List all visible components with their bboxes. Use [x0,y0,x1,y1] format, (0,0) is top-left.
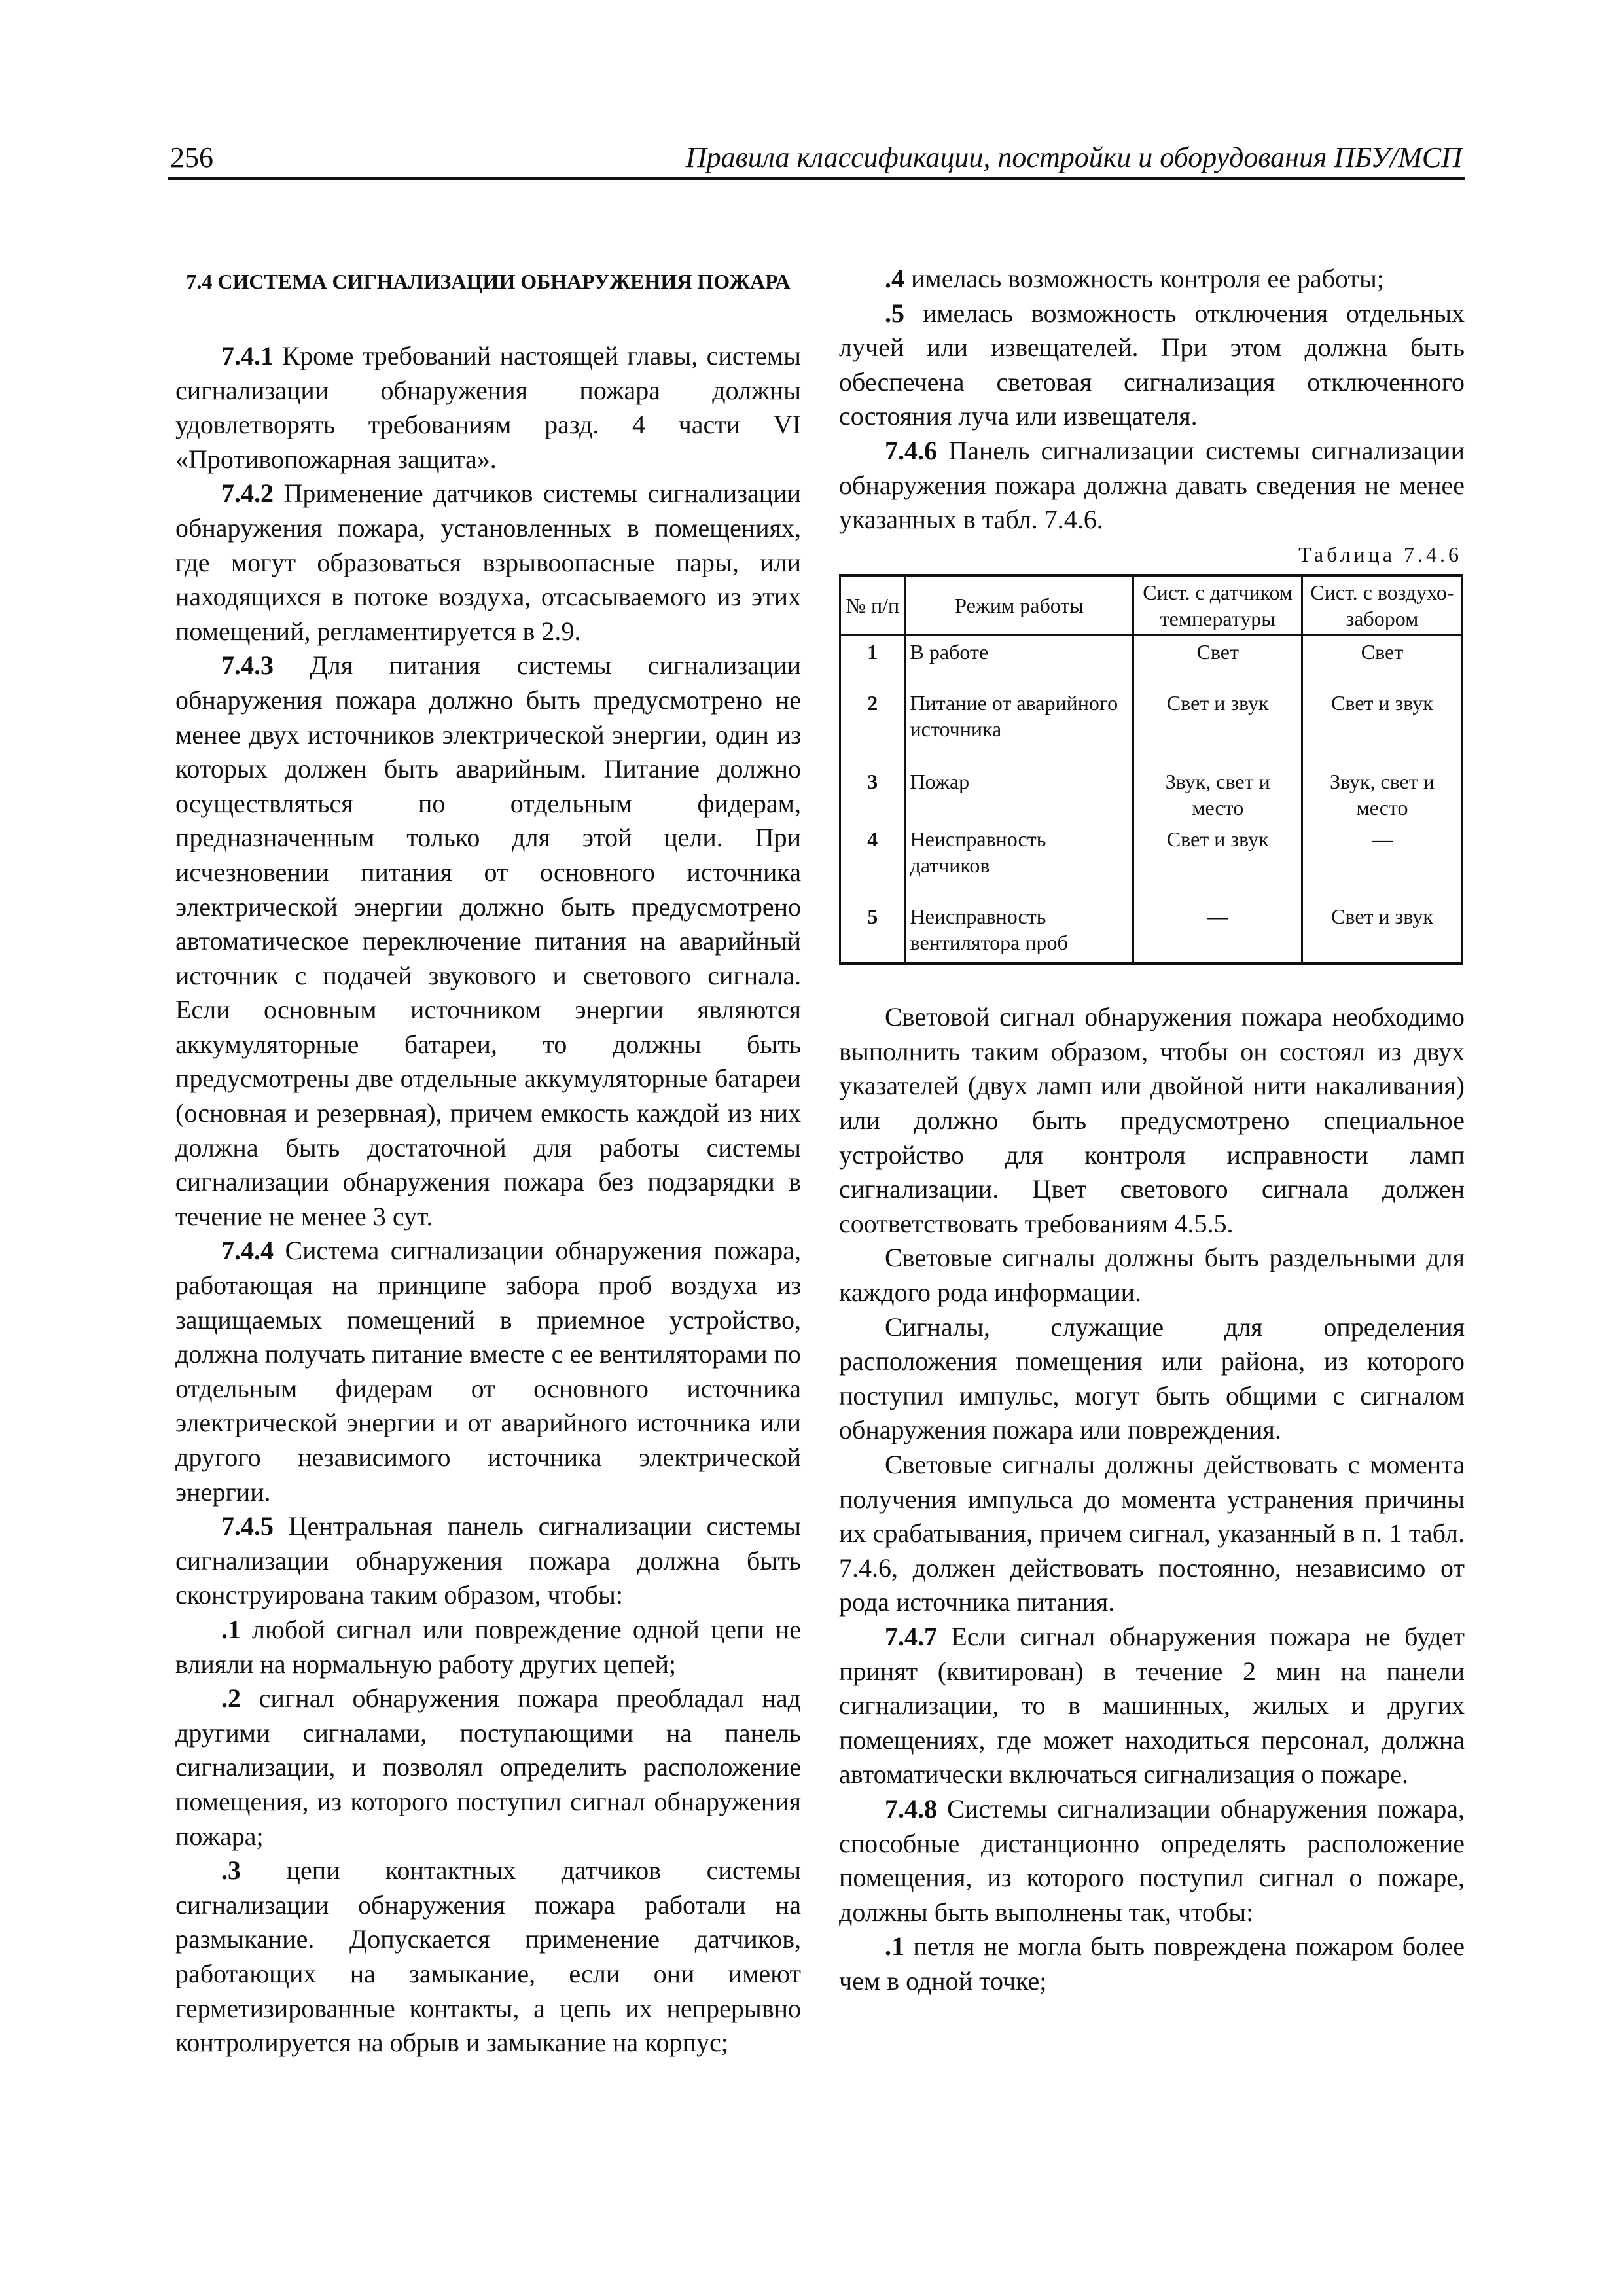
paragraph-7-4-1: 7.4.1 Кроме требований настоящей главы, системы сигнализации обнаружения пожара должны удовлетворять требованиям разд. 4 части VI «Противопожарная защита». [175,341,801,474]
table-cell: Свет и звук [1302,687,1462,766]
table-cell: 5 [840,901,906,963]
table-cell: Свет и звук [1133,687,1302,766]
paragraph-7-4-7: 7.4.7 Если сигнал обнаружения пожара не будет принят (квитирован) в течение 2 мин на панели сигнализации, то в машинных, жилых и других помещениях, где может находиться персонал, должна автоматически включаться сигнализация о пожаре. [839,1621,1465,1789]
page-header [168,143,1465,180]
table-row [840,687,1463,766]
table-header-number: № п/п [840,575,906,636]
table-cell: Неисправность датчиков [905,823,1133,901]
table-row [840,823,1463,901]
table-cell: Звук, свет и место [1302,766,1462,823]
list-item-2: .2 сигнал обнаружения пожара преобладал над другими сигналами, поступающими на панель сигнализации, и позволял определить расположение помещения, из которого поступил сигнал обнаружения пожара; [175,1683,801,1851]
table-caption: Таблица 7.4.6 [1298,542,1462,566]
list-item-1: .1 любой сигнал или повреждение одной цепи не влияли на нормальную работу других цепей; [175,1614,801,1679]
table-row [840,635,1463,687]
table-cell: В работе [905,635,1133,687]
list-item-3: .3 цепи контактных датчиков системы сигнализации обнаружения пожара работали на размыкание. Допускается применение датчиков, работающих на замыкание, если они имеют герметизированные контакты, а цепь их непрерывно контролируется на обрыв и замыкание на корпус; [175,1856,801,2058]
table-header-mode: Режим работы [905,575,1133,636]
right-column [839,262,1465,1998]
table-cell: Свет и звук [1302,901,1462,963]
table-cell: Звук, свет и место [1133,766,1302,823]
list-item-4: .4 имелась возможность контроля ее работы; [885,264,1385,293]
paragraph-7-4-8: 7.4.8 Системы сигнализации обнаружения пожара, способные дистанционно определять расположение помещения, из которого поступил сигнал о пожаре, должны быть выполнены так, чтобы: [839,1793,1465,1927]
paragraph-7-4-3: 7.4.3 Для питания системы сигнализации обнаружения пожара должно быть предусмотрено не менее двух источников электрической энергии, один из которых должен быть аварийным. Питание должно осуществляться по отдельным фидерам, предназначенным только для этой цели. При исчезновении питания от основного источника электрической энергии должно быть предусмотрено автоматическое переключение питания на аварийный источник с подачей звукового и светового сигнала. Если основным источником энергии являются аккумуляторные батареи, то должны быть предусмотрены две отдельные аккумуляторные батареи (основная и резервная), причем емкость каждой из них должна быть достаточной для работы системы сигнализации обнаружения пожара без подзарядки в течение не менее 3 сут. [175,651,801,1231]
paragraph-7-4-4: 7.4.4 Система сигнализации обнаружения пожара, работающая на принципе забора проб воздуха из защищаемых помещений в приемное устройство, должна получать питание вместе с ее вентиляторами по отдельным фидерам от основного источника электрической энергии и от аварийного источника или другого независимого источника электрической энергии. [175,1236,801,1507]
page-number: 256 [170,141,213,173]
signal-table [839,574,1463,965]
table-cell: 3 [840,766,906,823]
section-title: 7.4 СИСТЕМА СИГНАЛИЗАЦИИ ОБНАРУЖЕНИЯ ПОЖАРА [186,270,791,293]
running-title: Правила классификации, постройки и оборудования ПБУ/МСП [685,141,1462,173]
table-cell: Свет [1133,635,1302,687]
table-row [840,901,1463,963]
paragraph-light-signal: Световой сигнал обнаружения пожара необходимо выполнить таким образом, чтобы он состоял из двух указателей (двух ламп или двойной нити накаливания) или должно быть предусмотрено специальное устройство для контроля исправности ламп сигнализации. Цвет светового сигнала должен соответствовать требованиям 4.5.5. [839,1002,1465,1238]
table-cell: — [1302,823,1462,901]
table-cell: 1 [840,635,906,687]
paragraph-7-4-2: 7.4.2 Применение датчиков системы сигнализации обнаружения пожара, установленных в помещениях, где могут образоваться взрывоопасные пары, или находящихся в потоке воздуха, отсасываемого из этих помещений, регламентируется в 2.9. [175,478,801,646]
table-cell: 4 [840,823,906,901]
left-column [175,262,801,2060]
table-cell: Свет и звук [1133,823,1302,901]
paragraph-signal-duration: Световые сигналы должны действовать с момента получения импульса до момента устранения причины их срабатывания, причем сигнал, указанный в п. 1 табл. 7.4.6, должен действовать постоянно, независимо от рода источника питания. [839,1449,1465,1617]
table-cell: Питание от аварийного источника [905,687,1133,766]
table-header-air-system: Сист. с воздухо-забором [1302,575,1462,636]
table-cell: Пожар [905,766,1133,823]
paragraph-location-signals: Сигналы, служащие для определения расположения помещения или района, из которого поступил импульс, могут быть общими с сигналом обнаружения пожара или повреждения. [839,1312,1465,1445]
table-cell: 2 [840,687,906,766]
list-item-loop: .1 петля не могла быть повреждена пожаром более чем в одной точке; [839,1931,1465,1996]
table-header-temp-system: Сист. с датчиком температуры [1133,575,1302,636]
list-item-5: .5 имелась возможность отключения отдельных лучей или извещателей. При этом должна быть обеспечена световая сигнализация отключенного состояния луча или извещателя. [839,298,1465,431]
table-cell: Свет [1302,635,1462,687]
table-row [840,766,1463,823]
paragraph-separate-signals: Световые сигналы должны быть раздельными для каждого рода информации. [839,1243,1465,1307]
table-cell: Неисправность вентилятора проб [905,901,1133,963]
table-header-row [840,575,1463,636]
paragraph-7-4-5: 7.4.5 Центральная панель сигнализации системы сигнализации обнаружения пожара должна быть сконструирована таким образом, чтобы: [175,1511,801,1610]
paragraph-7-4-6: 7.4.6 Панель сигнализации системы сигнализации обнаружения пожара должна давать сведения не менее указанных в табл. 7.4.6. [839,435,1465,535]
table-cell: — [1133,901,1302,963]
